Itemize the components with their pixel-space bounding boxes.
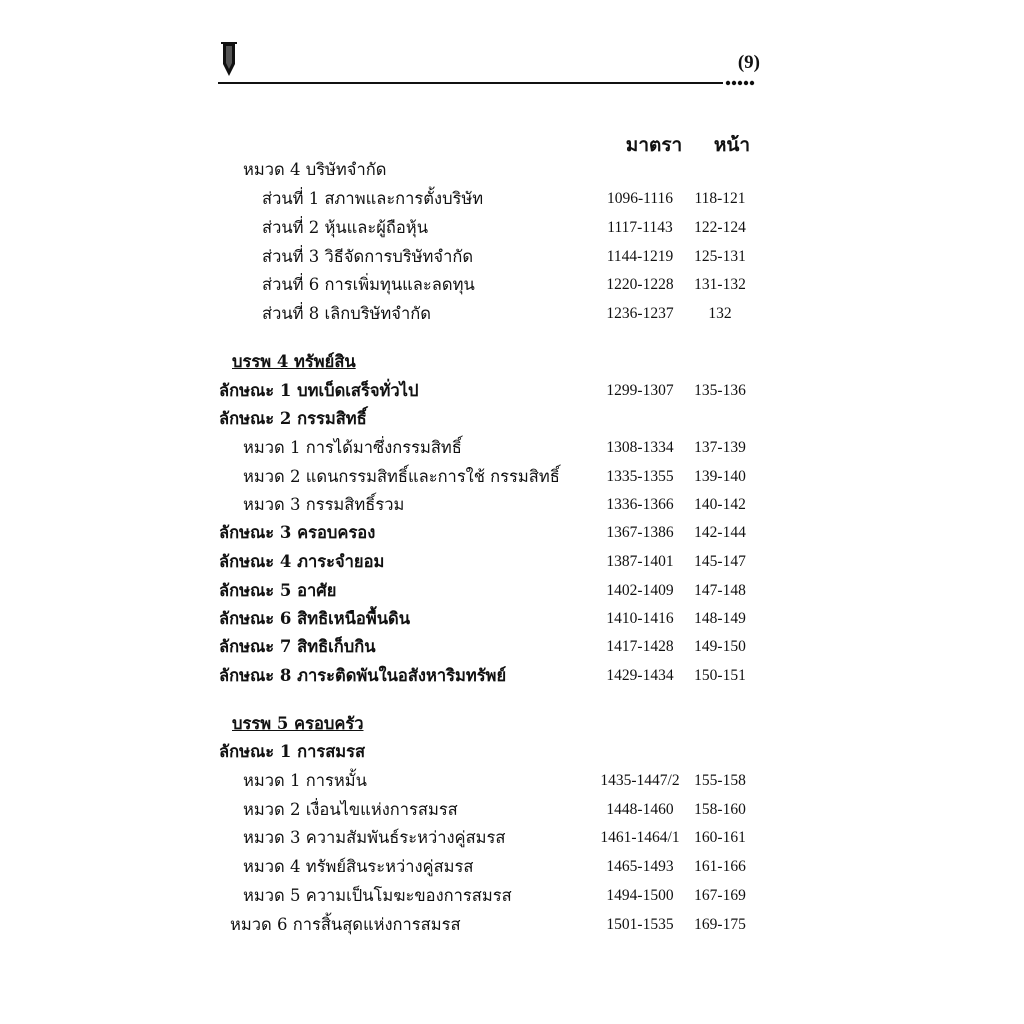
toc-page: 122-124 xyxy=(694,219,746,236)
toc-label: หมวด 6 การสิ้นสุดแห่งการสมรส xyxy=(230,915,461,934)
toc-book-heading xyxy=(0,711,1024,737)
toc-label: ลักษณะ 4 ภาระจำยอม xyxy=(219,552,385,571)
page-number: (9) xyxy=(737,52,760,73)
toc-row xyxy=(0,406,1024,432)
toc-section: 1494-1500 xyxy=(606,887,674,904)
toc-row xyxy=(0,186,1024,212)
toc-label: ส่วนที่ 6 การเพิ่มทุนและลดทุน xyxy=(262,275,475,294)
toc-row xyxy=(0,520,1024,546)
toc-section: 1096-1116 xyxy=(606,190,673,207)
toc-section: 1117-1143 xyxy=(607,219,673,236)
toc-row xyxy=(0,464,1024,490)
toc-section: 1220-1228 xyxy=(606,276,674,293)
toc-label: หมวด 3 กรรมสิทธิ์รวม xyxy=(243,495,405,514)
toc-label: หมวด 3 ความสัมพันธ์ระหว่างคู่สมรส xyxy=(243,828,506,847)
toc-page: 140-142 xyxy=(694,496,746,513)
toc-label: หมวด 2 เงื่อนไขแห่งการสมรส xyxy=(243,800,458,819)
header-emblem-icon xyxy=(218,42,240,76)
toc-row xyxy=(0,634,1024,660)
toc-section: 1367-1386 xyxy=(606,524,674,541)
toc-row xyxy=(0,157,1024,183)
toc-section: 1335-1355 xyxy=(606,468,674,485)
toc-section: 1299-1307 xyxy=(606,382,674,399)
toc-row xyxy=(0,825,1024,851)
toc-page: 161-166 xyxy=(694,858,746,875)
toc-label: หมวด 4 ทรัพย์สินระหว่างคู่สมรส xyxy=(243,857,474,876)
toc-section: 1336-1366 xyxy=(606,496,674,513)
toc-row xyxy=(0,215,1024,241)
toc-label: ส่วนที่ 1 สภาพและการตั้งบริษัท xyxy=(262,189,484,208)
toc-page: 135-136 xyxy=(694,382,746,399)
toc-section: 1501-1535 xyxy=(606,916,674,933)
column-header-page: หน้า xyxy=(713,134,751,156)
toc-row xyxy=(0,797,1024,823)
toc-page: 155-158 xyxy=(694,772,746,789)
toc-label: ลักษณะ 2 กรรมสิทธิ์ xyxy=(219,409,367,428)
toc-row xyxy=(0,854,1024,880)
toc-page: 132 xyxy=(708,305,732,322)
toc-section: 1429-1434 xyxy=(606,667,674,684)
toc-page: 150-151 xyxy=(694,667,746,684)
header-rule xyxy=(218,78,755,88)
toc-label: ลักษณะ 1 การสมรส xyxy=(219,742,366,761)
toc-row xyxy=(0,739,1024,765)
toc-label: บรรพ 4 ทรัพย์สิน xyxy=(232,352,356,371)
toc-label: ลักษณะ 3 ครอบครอง xyxy=(219,523,376,542)
toc-row xyxy=(0,378,1024,404)
toc-page: 137-139 xyxy=(694,439,746,456)
toc-page: 147-148 xyxy=(694,582,746,599)
toc-row xyxy=(0,606,1024,632)
toc-section: 1461-1464/1 xyxy=(600,829,680,846)
toc-label: ลักษณะ 6 สิทธิเหนือพื้นดิน xyxy=(219,609,410,628)
toc-label: ลักษณะ 5 อาศัย xyxy=(219,581,337,600)
toc-section: 1144-1219 xyxy=(606,248,674,265)
toc-row xyxy=(0,768,1024,794)
toc-section: 1417-1428 xyxy=(606,638,674,655)
toc-label: ส่วนที่ 8 เลิกบริษัทจำกัด xyxy=(262,304,431,323)
toc-label: หมวด 1 การหมั้น xyxy=(243,771,367,790)
toc-page: 148-149 xyxy=(694,610,746,627)
toc-page: 145-147 xyxy=(694,553,746,570)
toc-label: หมวด 2 แดนกรรมสิทธิ์และการใช้ กรรมสิทธิ์ xyxy=(243,467,560,486)
toc-page: 160-161 xyxy=(694,829,746,846)
toc-page: 142-144 xyxy=(694,524,746,541)
toc-page: 125-131 xyxy=(694,248,746,265)
toc-row xyxy=(0,301,1024,327)
toc-section: 1435-1447/2 xyxy=(600,772,680,789)
toc-page: 149-150 xyxy=(694,638,746,655)
toc-book-heading xyxy=(0,349,1024,375)
toc-label: บรรพ 5 ครอบครัว xyxy=(232,714,364,733)
toc-page: 131-132 xyxy=(694,276,746,293)
toc-row xyxy=(0,549,1024,575)
toc-page: 169-175 xyxy=(694,916,746,933)
toc-row xyxy=(0,883,1024,909)
toc-section: 1448-1460 xyxy=(606,801,674,818)
toc-section: 1308-1334 xyxy=(606,439,674,456)
toc-row xyxy=(0,663,1024,689)
toc-label: หมวด 4 บริษัทจำกัด xyxy=(243,160,387,179)
toc-section: 1387-1401 xyxy=(606,553,674,570)
toc-label: หมวด 1 การได้มาซึ่งกรรมสิทธิ์ xyxy=(243,438,462,457)
toc-section: 1465-1493 xyxy=(606,858,674,875)
toc-page: 139-140 xyxy=(694,468,746,485)
toc-row xyxy=(0,578,1024,604)
toc-row xyxy=(0,272,1024,298)
column-header-section: มาตรา xyxy=(625,134,683,156)
toc-page: 158-160 xyxy=(694,801,746,818)
toc-row xyxy=(0,912,1024,938)
toc-page: 118-121 xyxy=(694,190,746,207)
toc-section: 1236-1237 xyxy=(606,305,674,322)
toc-page: 167-169 xyxy=(694,887,746,904)
toc-row xyxy=(0,435,1024,461)
toc-row xyxy=(0,492,1024,518)
toc-label: ลักษณะ 7 สิทธิเก็บกิน xyxy=(219,637,376,656)
toc-label: หมวด 5 ความเป็นโมฆะของการสมรส xyxy=(243,886,512,905)
toc-label: ส่วนที่ 3 วิธีจัดการบริษัทจำกัด xyxy=(262,247,474,266)
toc-label: ลักษณะ 1 บทเบ็ดเสร็จทั่วไป xyxy=(219,381,419,400)
toc-section: 1410-1416 xyxy=(606,610,674,627)
toc-row xyxy=(0,244,1024,270)
toc-label: ส่วนที่ 2 หุ้นและผู้ถือหุ้น xyxy=(262,218,428,237)
toc-label: ลักษณะ 8 ภาระติดพันในอสังหาริมทรัพย์ xyxy=(219,666,507,685)
toc-section: 1402-1409 xyxy=(606,582,674,599)
